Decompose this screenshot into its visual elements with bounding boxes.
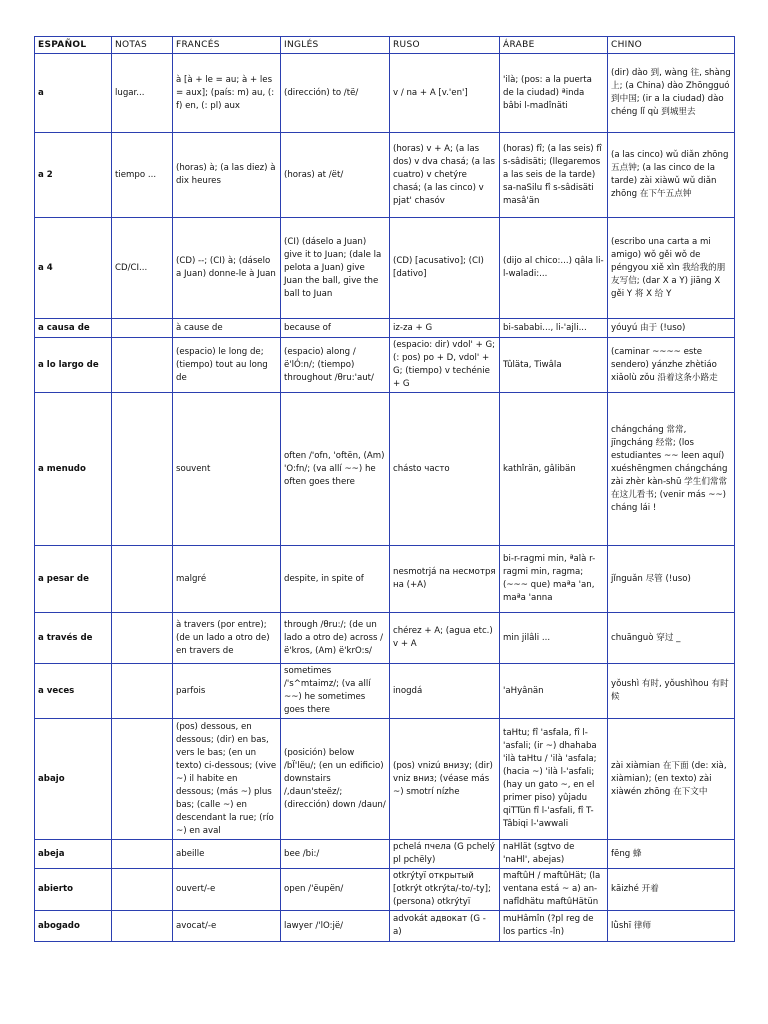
cell-ingles: bee /bi:/ xyxy=(281,840,390,869)
header-arabe: ÁRABE xyxy=(500,37,608,54)
cell-espanol: a pesar de xyxy=(35,546,112,613)
cell-arabe: bi-r-ragmi min, ªalà r-ragmi min, ragma; (~~~ que) maªa 'an, maªa 'anna xyxy=(500,546,608,613)
cell-notas xyxy=(112,719,173,840)
cell-chino: (caminar ~~~~ este sendero) yánzhe zhètiáo xiǎolù zǒu 沿着这条小路走 xyxy=(608,338,735,393)
cell-frances: souvent xyxy=(173,393,281,546)
table-row xyxy=(35,840,735,869)
cell-ingles: lawyer /'lO:jë/ xyxy=(281,911,390,942)
table-row xyxy=(35,911,735,942)
table-row xyxy=(35,393,735,546)
cell-ingles: despite, in spite of xyxy=(281,546,390,613)
cell-chino: yóuyú 由于 (!uso) xyxy=(608,319,735,338)
table-row xyxy=(35,218,735,319)
cell-arabe: taHtu; fî 'asfala, fî l-'asfali; (ir ~) dhahaba 'ilà taHtu / 'ilà 'asfala; (hacia ~) 'ilà l-'asfali; (hay un gato ~, en el primer piso) yûjadu qiTTün fî l-'asfali, fî T-Tâbiqi l-'awwali xyxy=(500,719,608,840)
cell-chino: yǒushì 有时, yǒushìhou 有时候 xyxy=(608,664,735,719)
cell-ingles: sometimes /'s^mtaimz/; (va allí ~~) he sometimes goes there xyxy=(281,664,390,719)
cell-chino: fēng 蜂 xyxy=(608,840,735,869)
cell-frances: parfois xyxy=(173,664,281,719)
cell-notas xyxy=(112,840,173,869)
cell-espanol: a xyxy=(35,54,112,133)
cell-ingles: (posición) below /bÏ'lëu/; (en un edificio) downstairs /,daun'steëz/; (dirección) down /daun/ xyxy=(281,719,390,840)
cell-arabe: (dijo al chico:...) qâla li-l-waladi:... xyxy=(500,218,608,319)
vocabulary-table-container xyxy=(34,36,734,942)
cell-chino: zài xiàmian 在下面 (de: xià, xiàmian); (en texto) zài xiàwén zhōng 在下文中 xyxy=(608,719,735,840)
cell-espanol: a lo largo de xyxy=(35,338,112,393)
cell-ingles: (espacio) along /ë'lÓ:n/; (tiempo) throughout /θru:'aut/ xyxy=(281,338,390,393)
cell-espanol: a través de xyxy=(35,613,112,664)
cell-chino: lǜshī 律师 xyxy=(608,911,735,942)
cell-ruso: chérez + A; (agua etc.) v + A xyxy=(390,613,500,664)
cell-arabe: naHlät (sgtvo de 'naHl', abejas) xyxy=(500,840,608,869)
table-row xyxy=(35,338,735,393)
cell-frances: malgré xyxy=(173,546,281,613)
cell-arabe: bi-sababi..., li-'ajli... xyxy=(500,319,608,338)
cell-arabe: kathîrän, gâlibän xyxy=(500,393,608,546)
cell-ruso: (horas) v + A; (a las dos) v dva chasá; (a las cuatro) v chetýre chasá; (a las cinco) v pjat' chasóv xyxy=(390,133,500,218)
table-row xyxy=(35,546,735,613)
cell-chino: kāizhé 开着 xyxy=(608,869,735,911)
cell-espanol: a causa de xyxy=(35,319,112,338)
cell-frances: (espacio) le long de; (tiempo) tout au long de xyxy=(173,338,281,393)
cell-ruso: v / na + A [v.'en'] xyxy=(390,54,500,133)
cell-ruso: advokát адвокат (G - a) xyxy=(390,911,500,942)
cell-espanol: abeja xyxy=(35,840,112,869)
cell-chino: (escribo una carta a mi amigo) wǒ gěi wǒ de péngyou xiě xìn 我给我的朋友写信; (dar X a Y) jiāng X gěi Y 将 X 给 Y xyxy=(608,218,735,319)
cell-arabe: 'ilà; (pos: a la puerta de la ciudad) ªinda bâbi l-madînäti xyxy=(500,54,608,133)
cell-ruso: chásto часто xyxy=(390,393,500,546)
cell-frances: (pos) dessous, en dessous; (dir) en bas, vers le bas; (en un texto) ci-dessous; (vive ~) il habite en dessous; (más ~) plus bas; (calle ~) en descendant la rue; (río ~) en aval xyxy=(173,719,281,840)
cell-ruso: (CD) [acusativo]; (CI) [dativo] xyxy=(390,218,500,319)
header-ruso: RUSO xyxy=(390,37,500,54)
cell-notas xyxy=(112,338,173,393)
header-ingles: INGLÉS xyxy=(281,37,390,54)
cell-espanol: abierto xyxy=(35,869,112,911)
cell-ingles: (dirección) to /të/ xyxy=(281,54,390,133)
cell-frances: (horas) à; (a las diez) à dix heures xyxy=(173,133,281,218)
cell-chino: (a las cinco) wǔ diǎn zhōng 五点钟; (a las cinco de la tarde) zài xiàwǔ wǔ diǎn zhōng 在下午五点钟 xyxy=(608,133,735,218)
table-body xyxy=(35,37,735,942)
table-row xyxy=(35,133,735,218)
cell-arabe: Tûläta, Tiwâla xyxy=(500,338,608,393)
cell-notas: tiempo ... xyxy=(112,133,173,218)
cell-notas: CD/CI... xyxy=(112,218,173,319)
table-row xyxy=(35,869,735,911)
header-frances: FRANCÉS xyxy=(173,37,281,54)
table-row xyxy=(35,613,735,664)
header-row xyxy=(35,37,735,54)
header-espanol: ESPAÑOL xyxy=(35,37,112,54)
cell-chino: chángcháng 常常, jīngcháng 经常; (los estudiantes ~~ leen aquí) xuéshēngmen chángcháng zài zhèr kàn-shū 学生们常常在这儿看书; (venir más ~~) cháng lái ! xyxy=(608,393,735,546)
cell-ruso: (espacio: dir) vdol' + G; (: pos) po + D, vdol' + G; (tiempo) v techénie + G xyxy=(390,338,500,393)
cell-frances: ouvert/-e xyxy=(173,869,281,911)
cell-frances: à travers (por entre); (de un lado a otro de) en travers de xyxy=(173,613,281,664)
cell-frances: à [à + le = au; à + les = aux]; (país: m) au, (: f) en, (: pl) aux xyxy=(173,54,281,133)
cell-chino: chuānguò 穿过 _ xyxy=(608,613,735,664)
cell-chino: (dir) dào 到, wàng 往, shàng 上; (a China) dào Zhōngguó 到中国; (ir a la ciudad) dào chéng lǐ qù 到城里去 xyxy=(608,54,735,133)
cell-ruso: pchelá пчела (G pchelý pl pchëly) xyxy=(390,840,500,869)
header-chino: CHINO xyxy=(608,37,735,54)
cell-frances: avocat/-e xyxy=(173,911,281,942)
cell-espanol: abogado xyxy=(35,911,112,942)
cell-espanol: a veces xyxy=(35,664,112,719)
cell-ingles: because of xyxy=(281,319,390,338)
cell-ingles: (CI) (dáselo a Juan) give it to Juan; (dale la pelota a Juan) give Juan the ball, give the ball to Juan xyxy=(281,218,390,319)
cell-ruso: inogdá xyxy=(390,664,500,719)
cell-espanol: a menudo xyxy=(35,393,112,546)
cell-notas xyxy=(112,869,173,911)
cell-frances: abeille xyxy=(173,840,281,869)
cell-notas xyxy=(112,911,173,942)
cell-notas xyxy=(112,613,173,664)
table-row xyxy=(35,54,735,133)
cell-arabe: maftûH / maftûHät; (la ventana está ~ a) an-nafîdhätu maftûHätün xyxy=(500,869,608,911)
cell-frances: (CD) --; (CI) à; (dáselo a Juan) donne-le à Juan xyxy=(173,218,281,319)
cell-notas xyxy=(112,664,173,719)
cell-arabe: muHâmîn (?pl reg de los partics -în) xyxy=(500,911,608,942)
cell-ruso: nesmotrjá na несмотря на (+A) xyxy=(390,546,500,613)
header-notas: NOTAS xyxy=(112,37,173,54)
cell-ingles: open /'ëupën/ xyxy=(281,869,390,911)
cell-notas: lugar... xyxy=(112,54,173,133)
cell-ingles: (horas) at /ët/ xyxy=(281,133,390,218)
cell-chino: jǐnguǎn 尽管 (!uso) xyxy=(608,546,735,613)
vocabulary-table xyxy=(34,36,735,942)
table-row xyxy=(35,719,735,840)
cell-ingles: through /θru:/; (de un lado a otro de) across /ë'kros, (Am) ë'krO:s/ xyxy=(281,613,390,664)
cell-espanol: abajo xyxy=(35,719,112,840)
cell-arabe: 'aHyânän xyxy=(500,664,608,719)
cell-notas xyxy=(112,546,173,613)
cell-arabe: min jilâli ... xyxy=(500,613,608,664)
cell-notas xyxy=(112,319,173,338)
cell-ruso: iz-za + G xyxy=(390,319,500,338)
cell-espanol: a 2 xyxy=(35,133,112,218)
cell-espanol: a 4 xyxy=(35,218,112,319)
cell-ingles: often /'ofn, 'oftën, (Am) 'O:fn/; (va allí ~~) he often goes there xyxy=(281,393,390,546)
cell-arabe: (horas) fî; (a las seis) fî s-sâdisäti; (llegaremos a las seis de la tarde) sa-naSilu fî s-sâdisäti masâ'än xyxy=(500,133,608,218)
cell-notas xyxy=(112,393,173,546)
cell-frances: à cause de xyxy=(173,319,281,338)
cell-ruso: (pos) vnizú внизу; (dir) vniz вниз; (véase más ~) smotrí nízhe xyxy=(390,719,500,840)
table-row xyxy=(35,664,735,719)
table-row xyxy=(35,319,735,338)
cell-ruso: otkrýtyï открытый [otkrýt otkrýta/-to/-ty]; (persona) otkrýtyï xyxy=(390,869,500,911)
